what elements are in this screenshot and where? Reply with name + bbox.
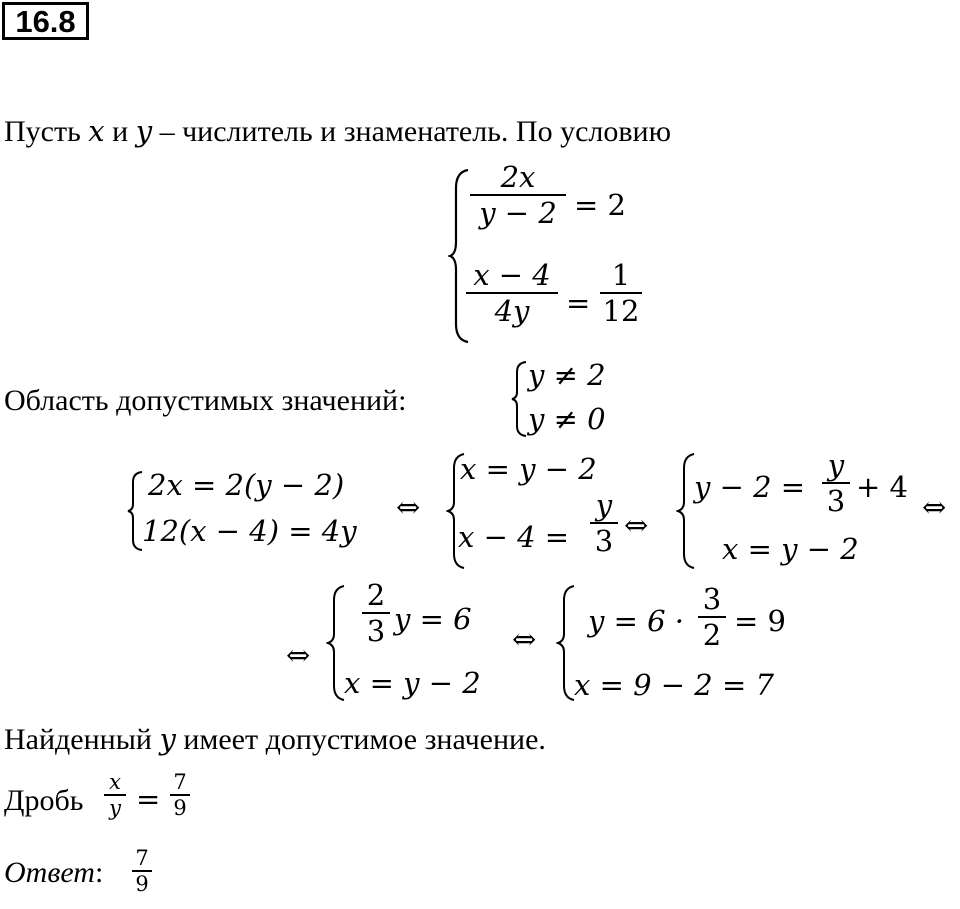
intro-line xyxy=(4,114,671,149)
fraction-value-numerator: 7 xyxy=(173,770,187,794)
system1-eq1-denominator: y − 2 xyxy=(479,196,557,230)
chain2-arrow-2: ⇔ xyxy=(512,622,537,656)
system1-eq2-rhs-numerator: 1 xyxy=(611,258,631,292)
chain2-s2-denominator: 2 xyxy=(702,618,722,652)
domain-brace xyxy=(510,360,530,438)
chain1-s3-line1a: y − 2 = xyxy=(694,470,806,504)
found-word-1: Найденный xyxy=(4,723,152,756)
chain2-s2-fraction xyxy=(698,582,726,652)
answer-numerator: 7 xyxy=(135,846,149,870)
intro-word-2: и xyxy=(112,115,129,148)
domain-condition-2: y ≠ 0 xyxy=(528,402,606,436)
fraction-label: Дробь xyxy=(4,784,84,817)
system1-eq2-rhs-denominator: 12 xyxy=(602,294,640,328)
chain2-s2-numerator: 3 xyxy=(702,582,722,616)
fraction-numerator: x xyxy=(109,770,121,794)
chain1-s3-numerator: y xyxy=(827,448,845,482)
fraction-denominator: y xyxy=(109,796,121,820)
system1-eq2-fraction xyxy=(466,258,558,328)
chain2-s1-denominator: 3 xyxy=(366,614,386,648)
answer-fraction xyxy=(132,846,152,896)
system1-eq1-rhs: = 2 xyxy=(574,188,626,222)
found-line xyxy=(4,722,546,757)
system1-eq2-numerator: x − 4 xyxy=(473,258,551,292)
chain1-s2-line2a: x − 4 = xyxy=(458,520,570,554)
domain-condition-1: y ≠ 2 xyxy=(528,358,606,392)
chain1-s2-fraction xyxy=(590,488,618,558)
chain1-s2-denominator: 3 xyxy=(594,524,614,558)
chain2-s2-line1a: y = 6 · xyxy=(588,604,685,638)
system1-eq1-numerator: 2x xyxy=(500,160,536,194)
chain1-arrow-2: ⇔ xyxy=(624,508,649,542)
system1-eq2-denominator: 4y xyxy=(494,294,530,328)
intro-word-1: Пусть xyxy=(4,115,81,148)
fraction-equals: = xyxy=(136,782,161,816)
chain1-arrow-1: ⇔ xyxy=(396,490,421,524)
intro-var-x: x xyxy=(88,114,105,148)
chain1-s1-line1: 2x = 2(y − 2) xyxy=(148,468,345,502)
chain1-s3-fraction xyxy=(822,448,850,518)
system1-eq2-equals: = xyxy=(566,286,591,320)
chain1-s3-line1b: + 4 xyxy=(856,470,908,504)
chain2-s1-numerator: 2 xyxy=(366,578,386,612)
chain2-s2-line1b: = 9 xyxy=(734,604,786,638)
answer-line xyxy=(4,856,103,890)
intro-word-3: – числитель и знаменатель. По условию xyxy=(159,115,671,148)
chain1-s3-line2: x = y − 2 xyxy=(722,532,859,566)
system1-eq2-rhs-fraction xyxy=(600,258,642,328)
chain1-s2-numerator: y xyxy=(595,488,613,522)
found-var-y: y xyxy=(159,722,176,756)
answer-label: Ответ xyxy=(4,856,95,889)
answer-colon: : xyxy=(94,856,104,889)
chain2-s1-line2: x = y − 2 xyxy=(344,666,481,700)
chain1-s2-line1: x = y − 2 xyxy=(460,452,597,486)
intro-var-y: y xyxy=(135,114,153,148)
domain-label: Область допустимых значений: xyxy=(4,384,407,417)
chain1-s1-line2: 12(x − 4) = 4y xyxy=(142,514,357,548)
problem-number: 16.8 xyxy=(2,2,89,40)
found-word-2: имеет допустимое значение. xyxy=(183,723,546,756)
chain2-arrow-1: ⇔ xyxy=(286,638,311,672)
system1-eq1-fraction xyxy=(470,160,566,230)
chain1-s3-denominator: 3 xyxy=(826,484,846,518)
fraction-value-denominator: 9 xyxy=(173,796,187,820)
chain2-s2-line2: x = 9 − 2 = 7 xyxy=(574,668,774,702)
chain2-s1-line1b: y = 6 xyxy=(394,602,472,636)
fraction-value xyxy=(170,770,190,820)
answer-denominator: 9 xyxy=(135,872,149,896)
chain1-arrow-3: ⇔ xyxy=(922,490,947,524)
chain2-s1-fraction xyxy=(362,578,390,648)
fraction-xy xyxy=(104,770,126,820)
